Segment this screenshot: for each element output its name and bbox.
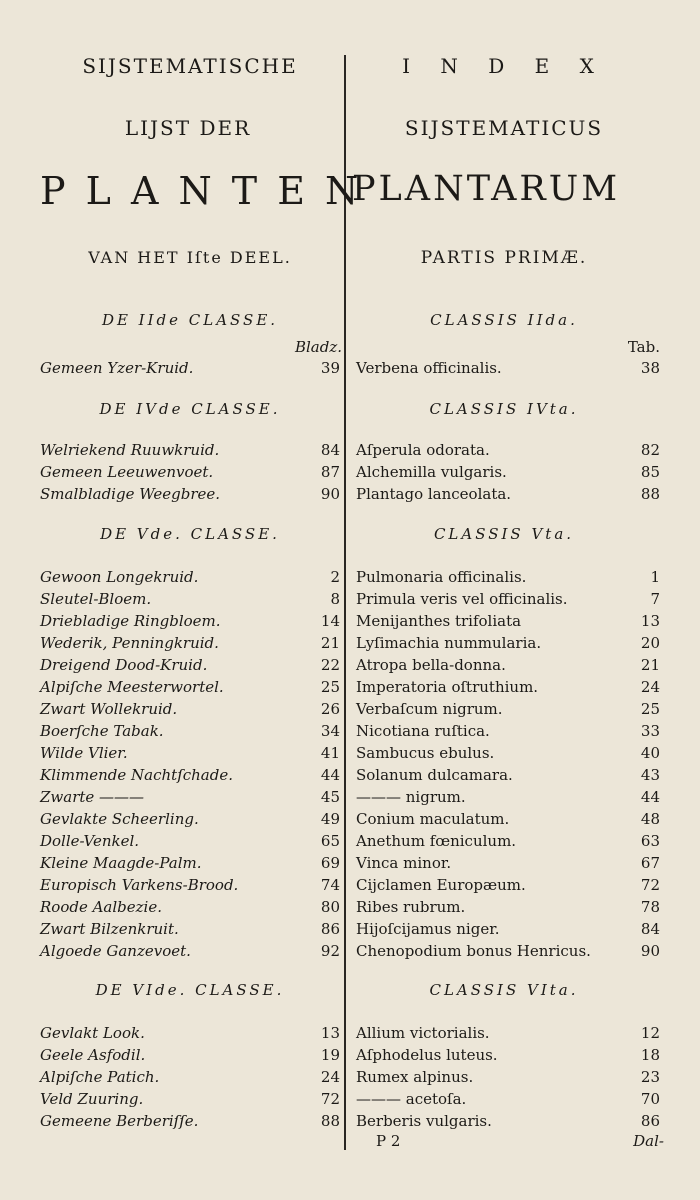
page-number: 49 xyxy=(320,810,340,828)
page-number: 24 xyxy=(320,1068,340,1086)
page-number: 88 xyxy=(320,1112,340,1130)
dutch-name: Algoede Ganzevoet. xyxy=(40,942,191,960)
list-item xyxy=(40,633,340,653)
list-item xyxy=(40,655,340,675)
plate-number: 12 xyxy=(640,1024,660,1042)
dutch-name: Gemeene Berberiſſe. xyxy=(40,1112,199,1130)
right-header-subtitle: PARTIS PRIMÆ. xyxy=(420,248,588,268)
dutch-name: Veld Zuuring. xyxy=(40,1090,144,1108)
latin-name: ——— nigrum. xyxy=(356,788,466,806)
latin-name: Plantago lanceolata. xyxy=(356,485,512,503)
list-item xyxy=(356,677,660,697)
latin-name: Aſperula odorata. xyxy=(356,441,490,459)
latin-name: ——— acetoſa. xyxy=(356,1090,467,1108)
list-item xyxy=(40,699,340,719)
page-number: 86 xyxy=(320,920,340,938)
plate-column-label: Tab. xyxy=(627,338,660,356)
page-number: 19 xyxy=(320,1046,340,1064)
list-item xyxy=(356,633,660,653)
page-number: 90 xyxy=(320,485,340,503)
latin-name: Alchemilla vulgaris. xyxy=(356,463,507,481)
dutch-name: Zwart Wollekruid. xyxy=(40,700,178,718)
list-item xyxy=(40,440,340,460)
dutch-name: Wederik, Penningkruid. xyxy=(40,634,219,652)
list-item xyxy=(356,809,660,829)
page-column-label: Bladz. xyxy=(294,338,342,356)
plate-number: 43 xyxy=(640,766,660,784)
dutch-name: Roode Aalbezie. xyxy=(40,898,162,916)
dutch-name: Dolle-Venkel. xyxy=(40,832,140,850)
latin-name: Berberis vulgaris. xyxy=(356,1112,492,1130)
list-item xyxy=(40,809,340,829)
list-item xyxy=(356,787,660,807)
list-item xyxy=(40,919,340,939)
list-item xyxy=(356,1089,660,1109)
list-item xyxy=(40,941,340,961)
plate-number: 1 xyxy=(650,568,660,586)
latin-name: Solanum dulcamara. xyxy=(356,766,513,784)
dutch-name: Gemeen Leeuwenvoet. xyxy=(40,463,214,481)
list-item xyxy=(356,1045,660,1065)
latin-name: Verbena officinalis. xyxy=(356,359,502,377)
page-number: 2 xyxy=(330,568,340,586)
latin-name: Cijclamen Europæum. xyxy=(356,876,526,894)
dutch-name: Alpiſche Patich. xyxy=(40,1068,160,1086)
latin-name: Chenopodium bonus Henricus. xyxy=(356,942,591,960)
list-item xyxy=(356,743,660,763)
list-item xyxy=(356,440,660,460)
list-item xyxy=(40,765,340,785)
list-item xyxy=(40,831,340,851)
plate-number: 86 xyxy=(640,1112,660,1130)
list-item xyxy=(40,484,340,504)
page-number: 34 xyxy=(320,722,340,740)
plate-number: 85 xyxy=(640,463,660,481)
list-item xyxy=(356,567,660,587)
page-number: 22 xyxy=(320,656,340,674)
plate-number: 13 xyxy=(640,612,660,630)
plate-number: 88 xyxy=(640,485,660,503)
page-number: 26 xyxy=(320,700,340,718)
page-signature: P 2 xyxy=(376,1132,401,1150)
list-item xyxy=(356,358,660,378)
page-number: 25 xyxy=(320,678,340,696)
list-item xyxy=(40,787,340,807)
list-item xyxy=(356,655,660,675)
list-item xyxy=(40,1111,340,1131)
list-item xyxy=(356,1111,660,1131)
list-item xyxy=(356,765,660,785)
plate-number: 48 xyxy=(640,810,660,828)
latin-name: Conium maculatum. xyxy=(356,810,510,828)
list-item xyxy=(40,853,340,873)
plate-number: 72 xyxy=(640,876,660,894)
plate-number: 82 xyxy=(640,441,660,459)
list-item xyxy=(356,897,660,917)
dutch-name: Welriekend Ruuwkruid. xyxy=(40,441,220,459)
left-header-line2: LIJST DER xyxy=(124,116,252,140)
dutch-name: Wilde Vlier. xyxy=(40,744,128,762)
list-item xyxy=(356,611,660,631)
list-item xyxy=(40,897,340,917)
list-item xyxy=(40,1023,340,1043)
list-item xyxy=(356,484,660,504)
left-section-title: DE IVde CLASSE. xyxy=(99,400,281,418)
plate-number: 70 xyxy=(640,1090,660,1108)
latin-name: Rumex alpinus. xyxy=(356,1068,474,1086)
dutch-name: Sleutel-Bloem. xyxy=(40,590,152,608)
latin-name: Atropa bella-donna. xyxy=(356,656,506,674)
list-item xyxy=(356,589,660,609)
plate-number: 67 xyxy=(640,854,660,872)
left-section-title: DE VIde. CLASSE. xyxy=(95,981,285,999)
list-item xyxy=(356,462,660,482)
dutch-name: Zwart Bilzenkruit. xyxy=(40,920,179,938)
plate-number: 18 xyxy=(640,1046,660,1064)
page-number: 39 xyxy=(320,359,340,377)
latin-name: Pulmonaria officinalis. xyxy=(356,568,527,586)
dutch-name: Kleine Maagde-Palm. xyxy=(40,854,202,872)
latin-name: Nicotiana ruſtica. xyxy=(356,722,490,740)
list-item xyxy=(356,831,660,851)
dutch-name: Geele Asfodil. xyxy=(40,1046,146,1064)
page-number: 45 xyxy=(320,788,340,806)
page-number: 74 xyxy=(320,876,340,894)
plate-number: 23 xyxy=(640,1068,660,1086)
latin-name: Verbaſcum nigrum. xyxy=(356,700,503,718)
plate-number: 21 xyxy=(640,656,660,674)
list-item xyxy=(40,875,340,895)
list-item xyxy=(356,875,660,895)
left-header-line1: SIJSTEMATISCHE xyxy=(82,54,298,78)
latin-name: Vinca minor. xyxy=(356,854,452,872)
right-section-title: CLASSIS VIta. xyxy=(429,981,579,999)
latin-name: Sambucus ebulus. xyxy=(356,744,495,762)
latin-name: Lyſimachia nummularia. xyxy=(356,634,542,652)
page-number: 92 xyxy=(320,942,340,960)
dutch-name: Europisch Varkens-Brood. xyxy=(40,876,239,894)
plate-number: 38 xyxy=(640,359,660,377)
plate-number: 7 xyxy=(650,590,660,608)
plate-number: 33 xyxy=(640,722,660,740)
list-item xyxy=(40,721,340,741)
latin-name: Imperatoria oſtruthium. xyxy=(356,678,539,696)
dutch-name: Smalbladige Weegbree. xyxy=(40,485,221,503)
page-number: 21 xyxy=(320,634,340,652)
latin-name: Hijoſcijamus niger. xyxy=(356,920,500,938)
page-number: 44 xyxy=(320,766,340,784)
plate-number: 20 xyxy=(640,634,660,652)
plate-number: 40 xyxy=(640,744,660,762)
list-item xyxy=(356,699,660,719)
dutch-name: Driebladige Ringbloem. xyxy=(40,612,221,630)
latin-name: Ribes rubrum. xyxy=(356,898,466,916)
list-item xyxy=(40,462,340,482)
plate-number: 25 xyxy=(640,700,660,718)
dutch-name: Dreigend Dood-Kruid. xyxy=(40,656,208,674)
list-item xyxy=(40,358,340,378)
column-divider xyxy=(344,55,346,1150)
dutch-name: Gevlakte Scheerling. xyxy=(40,810,199,828)
dutch-name: Gemeen Yzer-Kruid. xyxy=(40,359,194,377)
list-item xyxy=(356,1023,660,1043)
list-item xyxy=(40,1045,340,1065)
page-number: 41 xyxy=(320,744,340,762)
page-number: 69 xyxy=(320,854,340,872)
latin-name: Menijanthes trifoliata xyxy=(356,612,522,630)
latin-name: Anethum fœniculum. xyxy=(356,832,517,850)
left-section-title: DE Vde. CLASSE. xyxy=(100,525,280,543)
right-header-line2: SIJSTEMATICUS xyxy=(404,116,604,140)
page-number: 72 xyxy=(320,1090,340,1108)
plate-number: 90 xyxy=(640,942,660,960)
list-item xyxy=(40,567,340,587)
latin-name: Allium victorialis. xyxy=(356,1024,490,1042)
dutch-name: Gevlakt Look. xyxy=(40,1024,145,1042)
list-item xyxy=(40,589,340,609)
latin-name: Primula veris vel officinalis. xyxy=(356,590,568,608)
right-header-line1: I N D E X xyxy=(402,54,606,78)
plate-number: 44 xyxy=(640,788,660,806)
list-item xyxy=(356,721,660,741)
page-number: 13 xyxy=(320,1024,340,1042)
list-item xyxy=(40,1089,340,1109)
right-section-title: CLASSIS IVta. xyxy=(429,400,579,418)
dutch-name: Alpiſche Meesterwortel. xyxy=(40,678,224,696)
latin-name: Aſphodelus luteus. xyxy=(356,1046,498,1064)
catchword: Dal- xyxy=(633,1132,664,1150)
dutch-name: Gewoon Longekruid. xyxy=(40,568,199,586)
right-section-title: CLASSIS IIda. xyxy=(430,311,578,329)
list-item xyxy=(356,941,660,961)
page-number: 87 xyxy=(320,463,340,481)
left-header-subtitle: VAN HET Iſte DEEL. xyxy=(88,248,292,267)
dutch-name: Zwarte ——— xyxy=(40,788,145,806)
page-number: 14 xyxy=(320,612,340,630)
page-number: 65 xyxy=(320,832,340,850)
left-section-title: DE IIde CLASSE. xyxy=(101,311,279,329)
page-number: 84 xyxy=(320,441,340,459)
list-item xyxy=(356,1067,660,1087)
right-header-title: PLANTARUM xyxy=(352,169,621,209)
left-header-title: P L A N T E N xyxy=(40,169,363,213)
plate-number: 63 xyxy=(640,832,660,850)
list-item xyxy=(40,1067,340,1087)
page-number: 80 xyxy=(320,898,340,916)
list-item xyxy=(40,743,340,763)
plate-number: 84 xyxy=(640,920,660,938)
page-number: 8 xyxy=(330,590,340,608)
list-item xyxy=(40,611,340,631)
list-item xyxy=(356,919,660,939)
plate-number: 24 xyxy=(640,678,660,696)
list-item xyxy=(40,677,340,697)
right-section-title: CLASSIS Vta. xyxy=(433,525,575,543)
dutch-name: Boerſche Tabak. xyxy=(40,722,164,740)
list-item xyxy=(356,853,660,873)
plate-number: 78 xyxy=(640,898,660,916)
dutch-name: Klimmende Nachtſchade. xyxy=(40,766,233,784)
